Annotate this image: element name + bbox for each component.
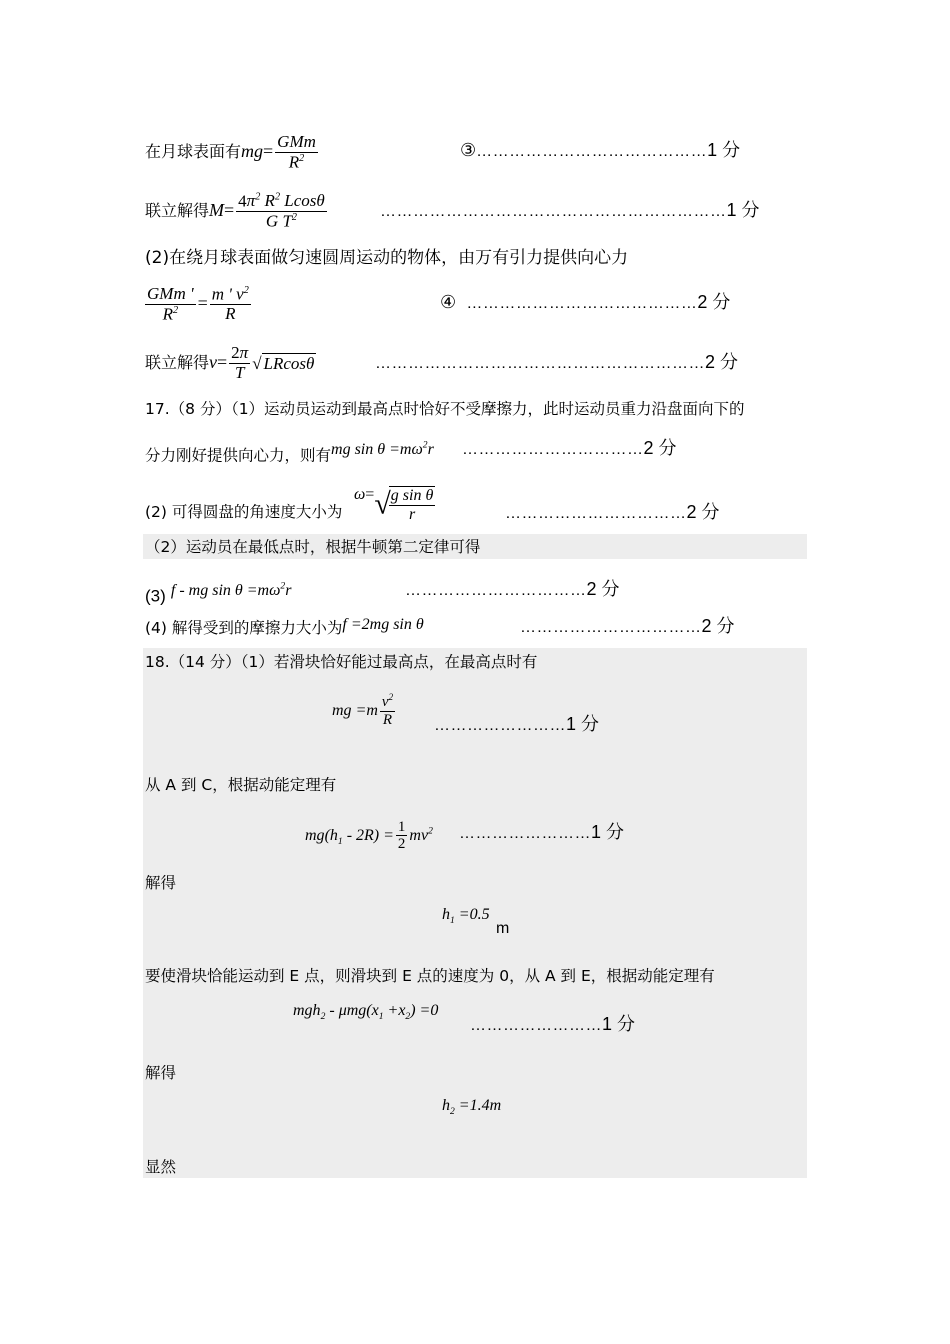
eq-centripetal: mg $\sin \theta =m\omega^2r$ [331, 440, 434, 459]
circled-number-3: ③ [460, 140, 477, 160]
q17-line2 [145, 433, 434, 468]
score: 2 分 [697, 292, 731, 312]
eq-h2: $h_2 =1.4m$ [442, 1097, 502, 1118]
solve-label: 联立解得 [145, 201, 210, 220]
frac-gmm-prime: $\frac{\text{GMm '}}{R^2}$ [147, 283, 194, 324]
q18-solve2: 解得 [145, 1064, 177, 1082]
line-gravity-eq: $\frac{\text{GMm '}}{R^2}$ = $\frac{m ' v^2}{R}$ [147, 283, 249, 324]
q17-line2-text: 分力刚好提供向心力，则有 [145, 446, 332, 465]
frac-2pi-t: $\frac{2\pi}{T}$ [231, 343, 249, 382]
dot-leader: …………………………… [462, 441, 644, 458]
frac-mass: $\frac{4\pi^2 R^2 Lcos\theta}{G T^2}$ [238, 191, 325, 231]
q17-header: 17.（8 分）（1）运动员运动到最高点时恰好不受摩擦力，此时运动员重力沿盘面向下的 [145, 400, 745, 418]
score: 1 分 [566, 714, 600, 734]
score: 2 分 [643, 438, 677, 458]
q18-eq2-score [459, 820, 624, 846]
eq-h1: $h_1 =0.5$ [442, 906, 490, 927]
q17-line2-score [462, 436, 677, 462]
q18-header: 18.（14 分）（1）若滑块恰好能过最高点，在最高点时有 [145, 653, 538, 671]
score: 2 分 [705, 352, 739, 372]
score: 1 分 [726, 200, 760, 220]
moon-surface-label: 在月球表面有 [145, 142, 242, 161]
q18-obvious: 显然 [145, 1158, 177, 1176]
circled-number-4: ④ [440, 292, 457, 312]
q18-line2: 从 A 到 C，根据动能定理有 [145, 776, 337, 794]
score-line-2 [380, 198, 760, 224]
part2-statement: (2)在绕月球表面做匀速圆周运动的物体，由万有引力提供向心力 [145, 248, 629, 268]
score: 1 分 [591, 822, 625, 842]
dot-leader: …………………… [459, 825, 591, 842]
line-moon-surface: 在月球表面有mg= $\frac{\text{GMm}}{R^2}$ [145, 131, 316, 172]
eq-omega: ω=√ $\frac{\text{g sin θ}}{r}$ [354, 486, 434, 523]
frac-gmm-r2: $\frac{\text{GMm}}{R^2}$ [277, 131, 316, 172]
eq-mg: mg [241, 141, 264, 161]
dot-leader: …………………………… [520, 619, 702, 636]
q17-item3 [145, 574, 291, 609]
dot-leader: …………………………… [505, 505, 687, 522]
dot-leader: …………………………………… [466, 295, 698, 312]
score-line-4 [440, 290, 730, 316]
q17-item4-score [520, 614, 735, 640]
dot-leader: …………………………………………………… [375, 355, 705, 372]
solve-label: 联立解得 [145, 353, 210, 372]
score: 2 分 [686, 502, 720, 522]
line-solve-velocity: 联立解得v= $\frac{2\pi}{T}$ √ LRcosθ [145, 338, 316, 386]
dot-leader: …………………………… [405, 582, 587, 599]
q18-eq1-score [434, 712, 599, 738]
dot-leader: …………………… [434, 717, 566, 734]
score: 2 分 [701, 616, 735, 636]
dot-leader: ……………………………………………………… [380, 203, 727, 220]
eq-energy-ac: $mg(h_1 - 2R)$ = $\frac{1}{2}$ $mv^2$ [305, 818, 433, 853]
item-3-label: (3) [145, 586, 166, 606]
eq-friction: f =2mg sin θ [342, 616, 424, 633]
q18-line3: 要使滑块恰能运动到 E 点，则滑块到 E 点的速度为 0，从 A 到 E，根据动能定理有 [145, 967, 715, 985]
q18-solve1: 解得 [145, 874, 177, 892]
score-line-5 [375, 350, 738, 376]
q17-item2-score [505, 500, 720, 526]
frac-mv2-r: $\frac{m ' v^2}{R}$ [211, 284, 249, 324]
dot-leader: …………………………………… [476, 143, 708, 160]
eq-top-point: mg =m $\frac{v^2}{R}$ [332, 692, 394, 728]
eq-energy-ae: $mgh_2 - \mu mg(x_1 +x_2) =0$ [293, 1002, 439, 1023]
score: 2 分 [586, 579, 620, 599]
q17-sub2: （2）运动员在最低点时，根据牛顿第二定律可得 [145, 538, 481, 556]
q18-eq3-score [470, 1012, 635, 1038]
line-solve-mass: 联立解得M= $\frac{4\pi^2 R^2 Lcos\theta}{G T^2}$ [145, 191, 325, 231]
q17-item2 [145, 500, 342, 524]
score-line-1 [460, 138, 740, 164]
score: 1 分 [602, 1014, 636, 1034]
q17-item4-text: (4) 解得受到的摩擦力大小为 [145, 619, 343, 637]
eq-newton-bottom: f - mg $\sin \theta =m\omega^2r$ [170, 581, 292, 600]
dot-leader: …………………… [470, 1017, 602, 1034]
q17-item3-score [405, 577, 620, 603]
sqrt-lrcos: √ LRcosθ [252, 353, 315, 373]
q17-item2-text: (2) 可得圆盘的角速度大小为 [145, 503, 343, 521]
h1-unit: m [496, 920, 510, 937]
q17-item4 [145, 612, 424, 641]
score: 1 分 [707, 140, 741, 160]
